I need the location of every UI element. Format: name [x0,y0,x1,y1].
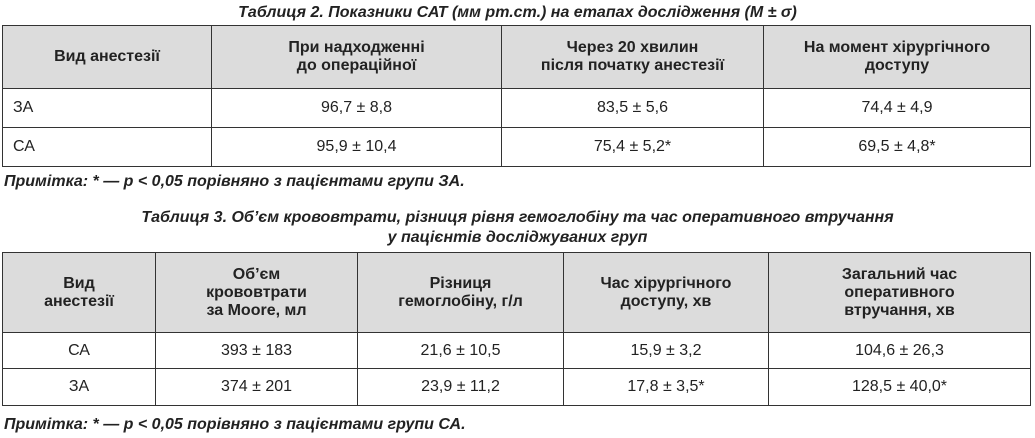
table3-note: Примітка: * — p < 0,05 порівняно з пацієнтами групи СА. [4,416,466,433]
table2-cell: 96,7 ± 8,8 [212,89,502,128]
table3-header-hemoglobin-diff: Різниця гемоглобіну, г/л [358,253,564,333]
table2-header-row [3,26,1031,89]
table2-cell: ЗА [3,89,212,128]
table3-cell: 128,5 ± 40,0* [769,369,1031,406]
table2-cell: 83,5 ± 5,6 [502,89,764,128]
table-row [3,89,1031,128]
table2 [2,25,1031,167]
table3-header-total-time: Загальний час оперативного втручання, хв [769,253,1031,333]
table3-header-blood-loss: Об’єм крововтрати за Moore, мл [156,253,358,333]
table3 [2,252,1031,406]
table2-header-anesthesia: Вид анестезії [3,26,212,89]
table3-cell: 15,9 ± 3,2 [564,333,769,369]
table3-cell: 374 ± 201 [156,369,358,406]
table3-header-anesthesia: Вид анестезії [3,253,156,333]
table3-cell: ЗА [3,369,156,406]
table2-cell: 75,4 ± 5,2* [502,128,764,167]
table3-cell: 393 ± 183 [156,333,358,369]
table3-header-row [3,253,1031,333]
table2-note: Примітка: * — p < 0,05 порівняно з пацієнтами групи ЗА. [4,173,465,190]
table2-cell: СА [3,128,212,167]
table-row [3,128,1031,167]
table2-cell: 95,9 ± 10,4 [212,128,502,167]
table2-header-surgical-access: На момент хірургічного доступу [764,26,1031,89]
table2-cell: 69,5 ± 4,8* [764,128,1031,167]
table2-caption: Таблиця 2. Показники САТ (мм рт.ст.) на етапах дослідження (M ± σ) [238,4,797,21]
table3-cell: 21,6 ± 10,5 [358,333,564,369]
table3-cell: 104,6 ± 26,3 [769,333,1031,369]
table3-caption-line1: Таблиця 3. Об’єм крововтрати, різниця рівня гемоглобіну та час оперативного втручання [141,209,894,226]
table3-header-access-time: Час хірургічного доступу, хв [564,253,769,333]
table3-cell: СА [3,333,156,369]
table-row [3,333,1031,369]
table2-header-admission: При надходженні до операційної [212,26,502,89]
table3-caption-line2: у пацієнтів досліджуваних груп [387,229,648,246]
table3-cell: 23,9 ± 11,2 [358,369,564,406]
table2-cell: 74,4 ± 4,9 [764,89,1031,128]
table-row [3,369,1031,406]
table3-cell: 17,8 ± 3,5* [564,369,769,406]
table2-header-20min: Через 20 хвилин після початку анестезії [502,26,764,89]
